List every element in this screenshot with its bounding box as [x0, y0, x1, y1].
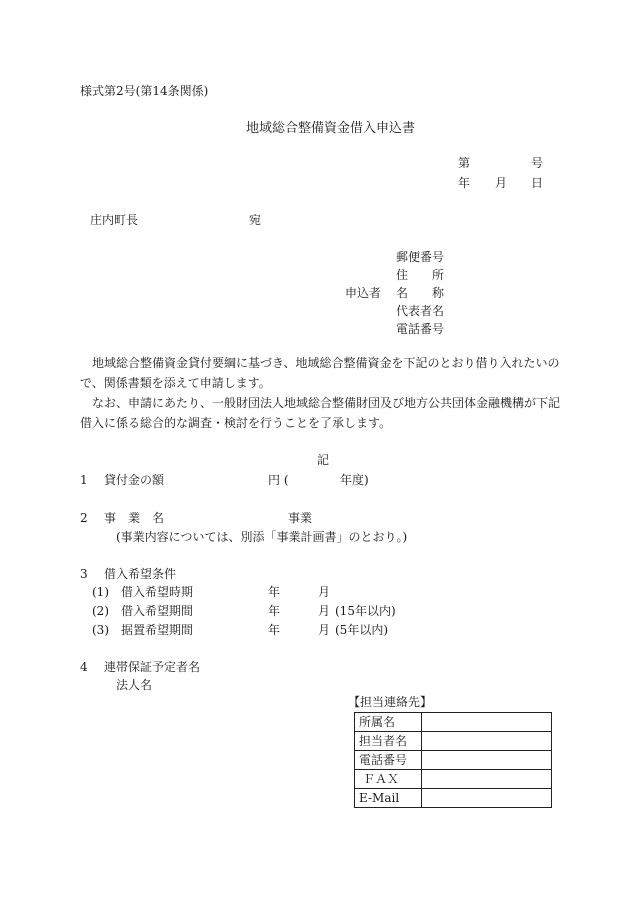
page-title: 地域総合整備資金借入申込書: [246, 121, 416, 136]
date-month: 月: [495, 176, 508, 190]
body-line-1: 地域総合整備資金貸付要綱に基づき、地域総合整備資金を下記のとおり借り入れたいの: [92, 356, 560, 370]
condition-row-2-label: 借入希望期間: [121, 604, 194, 618]
condition-row-1-month: 月: [318, 585, 331, 599]
addressee-name: 庄内町長: [90, 213, 139, 227]
item-2-suffix: 事業: [288, 511, 313, 525]
contact-value-email[interactable]: [422, 789, 552, 808]
applicant-field-address: 住 所: [396, 268, 445, 282]
contact-table: [354, 712, 552, 808]
contact-row: [355, 789, 552, 808]
item-4-sub: 法人名: [116, 678, 153, 692]
date-year: 年: [458, 176, 471, 190]
date-day: 日: [531, 176, 544, 190]
condition-row-1-number: (1): [92, 585, 109, 599]
applicant-label: 申込者: [345, 286, 382, 300]
contact-label-phone: 電話番号: [355, 751, 422, 770]
item-4-label: 連帯保証予定者名: [104, 660, 201, 674]
contact-value-person[interactable]: [422, 732, 552, 751]
contact-row: [355, 770, 552, 789]
applicant-field-phone: 電話番号: [396, 322, 445, 336]
condition-row-3-label: 据置希望期間: [121, 623, 194, 637]
ki-heading: 記: [317, 453, 330, 467]
body-paragraph: [80, 353, 570, 433]
applicant-field-postal: 郵便番号: [396, 250, 445, 264]
item-3-number: 3: [80, 567, 88, 581]
contact-row: [355, 732, 552, 751]
contact-row: [355, 713, 552, 732]
addressee-suffix: 宛: [249, 213, 262, 227]
condition-row-2-number: (2): [92, 604, 109, 618]
contact-value-department[interactable]: [422, 713, 552, 732]
condition-row-3-note: (5年以内): [335, 623, 388, 637]
condition-row-1-label: 借入希望時期: [121, 585, 194, 599]
item-3-label: 借入希望条件: [104, 567, 177, 581]
condition-row-2-month: 月: [318, 604, 331, 618]
item-1-label: 貸付金の額: [104, 473, 165, 487]
condition-row-2-year: 年: [268, 604, 281, 618]
body-line-3: なお、申請にあたり、一般財団法人地域総合整備財団及び地方公共団体金融機構が下記: [92, 396, 561, 410]
doc-no-prefix: 第: [458, 156, 471, 170]
contact-value-phone[interactable]: [422, 751, 552, 770]
condition-row-3-year: 年: [268, 623, 281, 637]
contact-label-department: 所属名: [355, 713, 422, 732]
body-line-2: で、関係書類を添えて申請します。: [80, 376, 271, 390]
item-2-number: 2: [80, 511, 88, 525]
condition-row-3-number: (3): [92, 623, 109, 637]
item-1-year: 年度): [340, 473, 369, 487]
contact-value-fax[interactable]: [422, 770, 552, 789]
contact-heading: 【担当連絡先】: [348, 695, 433, 709]
contact-label-email: E-Mail: [355, 789, 422, 808]
item-2-label: 事 業 名: [104, 511, 165, 525]
contact-label-fax: ＦＡＸ: [355, 770, 422, 789]
item-1-number: 1: [80, 473, 88, 487]
item-1-unit: 円 (: [268, 473, 289, 487]
contact-row: [355, 751, 552, 770]
condition-row-2-note: (15年以内): [335, 604, 396, 618]
applicant-field-representative: 代表者名: [396, 304, 445, 318]
form-number: 様式第2号(第14条関係): [80, 84, 209, 98]
condition-row-1-year: 年: [268, 585, 281, 599]
body-line-4: 借入に係る総合的な調査・検討を行うことを了承します。: [80, 416, 392, 430]
item-2-note: (事業内容については、別添「事業計画書」のとおり。): [116, 530, 408, 544]
item-4-number: 4: [80, 660, 88, 674]
contact-label-person: 担当者名: [355, 732, 422, 751]
condition-row-3-month: 月: [318, 623, 331, 637]
doc-no-suffix: 号: [531, 156, 544, 170]
applicant-field-name: 名 称: [396, 286, 445, 300]
